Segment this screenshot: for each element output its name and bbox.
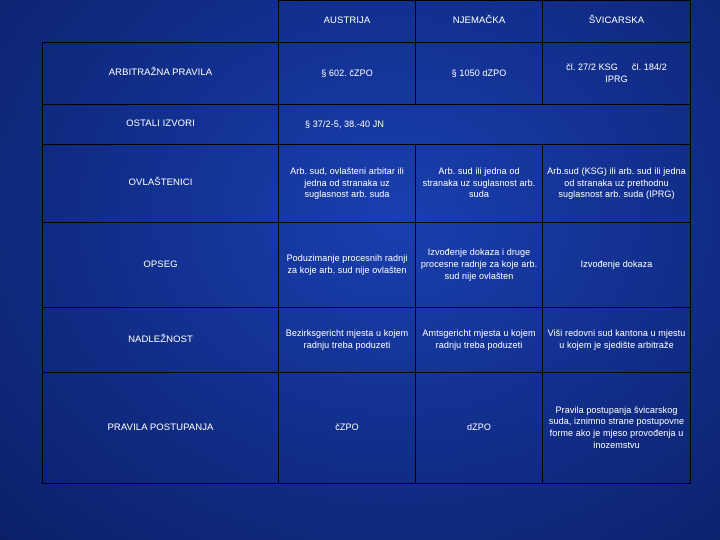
row-label-ostali-izvori: OSTALI IZVORI: [43, 105, 279, 145]
column-header-svicarska: ŠVICARSKA: [543, 1, 691, 43]
comparison-table: [42, 0, 691, 484]
table-row-opseg: [43, 223, 691, 308]
row-label-nadleznost: NADLEŽNOST: [43, 308, 279, 373]
cell-ovlastenici-austrija: Arb. sud, ovlašteni arbitar ili jedna od stranaka uz suglasnost arb. suda: [279, 145, 416, 223]
table-row-nadleznost: [43, 308, 691, 373]
iprg-label: IPRG: [605, 73, 628, 84]
column-header-njemacka: NJEMAČKA: [416, 1, 543, 43]
corner-cell: [43, 1, 279, 43]
cell-pravila-svicarska: Pravila postupanja švicarskog suda, iznimno strane postupovne forme ako je mjeso provođenja u inozemstvu: [543, 373, 691, 484]
cell-nadleznost-austrija: Bezirksgericht mjesta u kojem radnju treba poduzeti: [279, 308, 416, 373]
cell-pravila-njemacka: dZPO: [416, 373, 543, 484]
row-label-arbitrazna-pravila: ARBITRAŽNA PRAVILA: [43, 43, 279, 105]
row-label-pravila-postupanja: PRAVILA POSTUPANJA: [43, 373, 279, 484]
table-row-arbitrazna-pravila: [43, 43, 691, 105]
cell-nadleznost-njemacka: Amtsgericht mjesta u kojem radnju treba poduzeti: [416, 308, 543, 373]
row-label-opseg: OPSEG: [43, 223, 279, 308]
table-row-ostali-izvori: [43, 105, 691, 145]
cell-arbitrazna-svicarska: [543, 43, 691, 105]
cell-ovlastenici-svicarska: Arb.sud (KSG) ili arb. sud ili jedna od stranaka uz prethodnu suglasnost arb. suda (IPRG): [543, 145, 691, 223]
table-row-ovlastenici: [43, 145, 691, 223]
iprg-article: čl. 184/2: [631, 61, 667, 72]
cell-arbitrazna-njemacka: § 1050 dZPO: [416, 43, 543, 105]
table-row-pravila-postupanja: [43, 373, 691, 484]
cell-ostali-izvori: § 37/2-5, 38.-40 JN: [279, 105, 691, 145]
cell-opseg-austrija: Poduzimanje procesnih radnji za koje arb. sud nije ovlašten: [279, 223, 416, 308]
cell-pravila-austrija: čZPO: [279, 373, 416, 484]
ksg-article: čl. 27/2 KSG: [566, 61, 618, 72]
header-row: [43, 1, 691, 43]
row-label-ovlastenici: OVLAŠTENICI: [43, 145, 279, 223]
cell-ovlastenici-njemacka: Arb. sud ili jedna od stranaka uz suglasnost arb. suda: [416, 145, 543, 223]
cell-opseg-svicarska: Izvođenje dokaza: [543, 223, 691, 308]
cell-opseg-njemacka: Izvođenje dokaza i druge procesne radnje za koje arb. sud nije ovlašten: [416, 223, 543, 308]
cell-arbitrazna-austrija: § 602. čZPO: [279, 43, 416, 105]
cell-nadleznost-svicarska: Viši redovni sud kantona u mjestu u kojem je sjedište arbitraže: [543, 308, 691, 373]
column-header-austrija: AUSTRIJA: [279, 1, 416, 43]
